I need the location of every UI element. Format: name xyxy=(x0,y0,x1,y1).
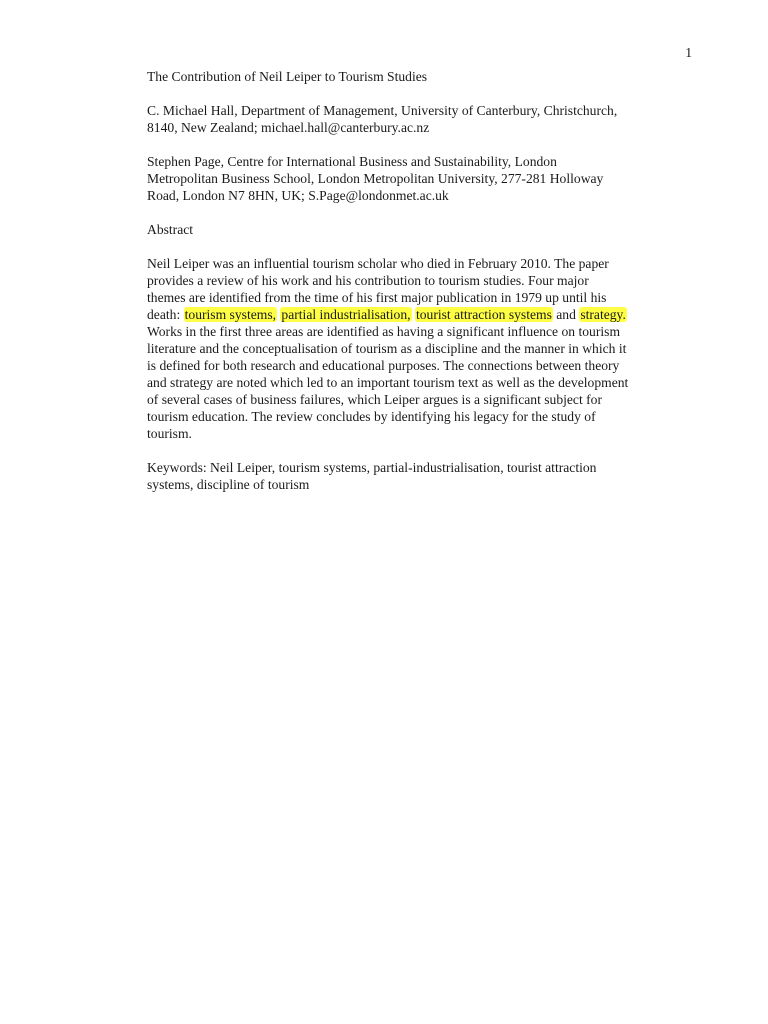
keywords-line-2: systems, discipline of tourism xyxy=(147,477,310,492)
abstract-line-prefix: death: xyxy=(147,307,184,322)
abstract-line: Works in the first three areas are identified as having a significant influence on tourism xyxy=(147,324,621,339)
author-page-line-3: Road, London N7 8HN, UK; S.Page@londonmet.ac.uk xyxy=(147,188,449,203)
author-page-line-1: Stephen Page, Centre for International Business and Sustainability, London xyxy=(147,154,557,169)
abstract-line: is defined for both research and educational purposes. The connections between theory xyxy=(147,358,620,373)
abstract-line: themes are identified from the time of his first major publication in 1979 up until his xyxy=(147,290,607,305)
highlight-partial-industrialisation: partial industrialisation, xyxy=(281,307,411,322)
abstract-line: Neil Leiper was an influential tourism scholar who died in February 2010. The paper xyxy=(147,256,609,271)
keywords-line-1: Keywords: Neil Leiper, tourism systems, partial-industrialisation, tourist attraction xyxy=(147,460,597,475)
abstract-line: literature and the conceptualisation of tourism as a discipline and the manner in which it xyxy=(147,341,627,356)
abstract-line-highlighted xyxy=(147,307,627,322)
abstract-line: tourism education. The review concludes by identifying his legacy for the study of xyxy=(147,409,596,424)
abstract-line: provides a review of his work and his contribution to tourism studies. Four major xyxy=(147,273,589,288)
author-hall-line-1: C. Michael Hall, Department of Management, University of Canterbury, Christchurch, xyxy=(147,103,618,118)
abstract-line-connector: and xyxy=(552,307,580,322)
author-block-hall xyxy=(147,102,727,136)
keywords xyxy=(147,459,727,493)
abstract-line: of several cases of business failures, which Leiper argues is a significant subject for xyxy=(147,392,602,407)
abstract-heading: Abstract xyxy=(147,222,194,237)
page-number: 1 xyxy=(685,45,692,60)
author-page-line-2: Metropolitan Business School, London Metropolitan University, 277-281 Holloway xyxy=(147,171,604,186)
highlight-strategy: strategy. xyxy=(580,307,626,322)
abstract-body xyxy=(147,255,727,442)
highlight-tourist-attraction-systems: tourist attraction systems xyxy=(415,307,552,322)
highlight-tourism-systems: tourism systems, xyxy=(184,307,277,322)
paper-title: The Contribution of Neil Leiper to Tourism Studies xyxy=(147,69,428,84)
abstract-line: tourism. xyxy=(147,426,192,441)
paper-content xyxy=(147,68,727,510)
author-block-page xyxy=(147,153,727,204)
abstract-line: and strategy are noted which led to an important tourism text as well as the development xyxy=(147,375,629,390)
author-hall-line-2: 8140, New Zealand; michael.hall@canterbury.ac.nz xyxy=(147,120,430,135)
